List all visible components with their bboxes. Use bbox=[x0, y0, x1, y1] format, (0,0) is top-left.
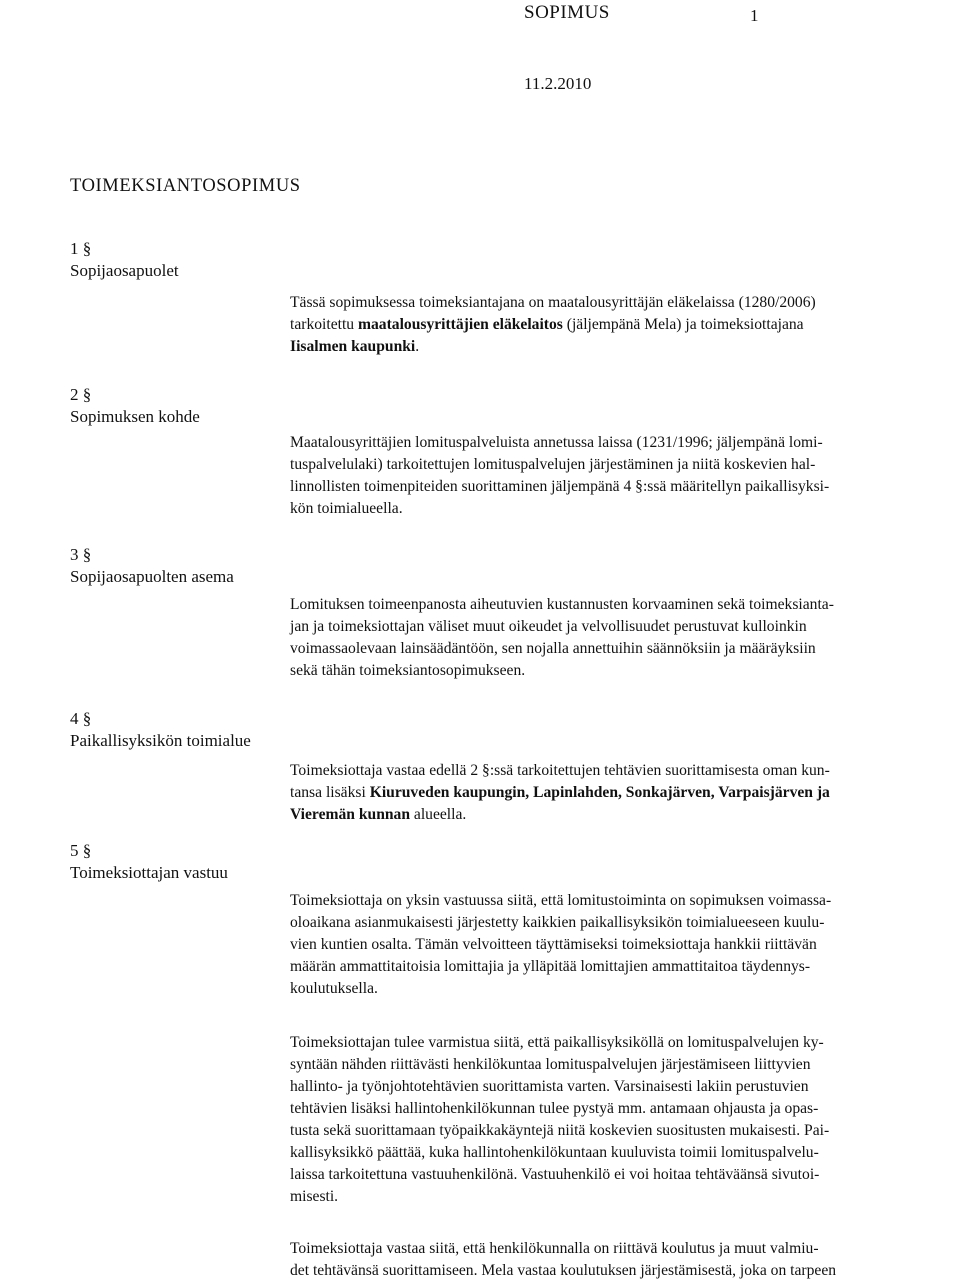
paragraph-line: misesti. bbox=[290, 1188, 339, 1205]
paragraph-line: oloaikana asianmukaisesti järjestetty kaikkien paikallisyksikön toimialueeseen kuulu- bbox=[290, 914, 825, 931]
paragraph-line: määrän ammattitaitoisia lomittajia ja ylläpitää lomittajien ammattitaitoa täydennys- bbox=[290, 958, 811, 975]
paragraph-line: linnollisten toimenpiteiden suorittaminen jäljempänä 4 §:ssä määritellyn paikallisyksi- bbox=[290, 478, 830, 495]
section-title: Sopimuksen kohde bbox=[70, 407, 200, 426]
paragraph-line bbox=[290, 782, 958, 804]
section-title: Sopijaosapuolet bbox=[70, 261, 179, 280]
section-title: Paikallisyksikön toimialue bbox=[70, 731, 251, 750]
paragraph-line: Toimeksiottaja vastaa edellä 2 §:ssä tarkoitettujen tehtävien suorittamisesta oman kun- bbox=[290, 762, 830, 779]
document-date: 11.2.2010 bbox=[524, 74, 592, 93]
paragraph-line: Toimeksiottaja on yksin vastuussa siitä, että lomitustoiminta on sopimuksen voimassa- bbox=[290, 892, 832, 909]
paragraph-line: Maatalousyrittäjien lomituspalveluista annetussa laissa (1231/1996; jäljempänä lomi- bbox=[290, 434, 823, 451]
section-2-heading bbox=[70, 384, 200, 428]
paragraph-line: tuspalvelulaki) tarkoitettujen lomituspalvelujen järjestäminen ja niitä koskevien hal- bbox=[290, 456, 816, 473]
paragraph-line: laissa tarkoitettuna vastuuhenkilönä. Vastuuhenkilö ei voi hoitaa tehtäväänsä sivutoi- bbox=[290, 1166, 820, 1183]
section-5-paragraph bbox=[290, 1238, 958, 1282]
section-number: 4 § bbox=[70, 709, 92, 728]
document-title: TOIMEKSIANTOSOPIMUS bbox=[70, 176, 301, 196]
paragraph-line bbox=[290, 314, 958, 336]
page-number: 1 bbox=[750, 6, 759, 25]
bold-text-run: Vieremän kunnan bbox=[290, 806, 411, 823]
document-label: SOPIMUS bbox=[524, 2, 610, 23]
paragraph-line: Tässä sopimuksessa toimeksiantajana on maatalousyrittäjän eläkelaissa (1280/2006) bbox=[290, 294, 816, 311]
paragraph-line: kallisyksikkö päättää, kuka hallintohenkilökuntaan kuuluvista toimii lomituspalvelu- bbox=[290, 1144, 819, 1161]
section-1-heading bbox=[70, 238, 179, 282]
section-number: 3 § bbox=[70, 545, 92, 564]
section-4-heading bbox=[70, 708, 251, 752]
text-run: alueella. bbox=[410, 806, 467, 823]
paragraph-line: tusta sekä suorittamaan työpaikkakäyntejä niitä koskevien suositusten mukaisesti. Pai- bbox=[290, 1122, 830, 1139]
paragraph-line: Toimeksiottaja vastaa siitä, että henkilökunnalla on riittävä koulutus ja muut valmiu- bbox=[290, 1240, 819, 1257]
section-5-heading bbox=[70, 840, 228, 884]
paragraph-line: vien kuntien osalta. Tämän velvoitteen täyttämiseksi toimeksiottaja hankkii riittävän bbox=[290, 936, 817, 953]
section-1-paragraph bbox=[290, 292, 958, 358]
paragraph-line bbox=[290, 336, 958, 358]
section-5-paragraph bbox=[290, 1032, 958, 1208]
section-5-paragraph bbox=[290, 890, 958, 1000]
paragraph-line: sekä tähän toimeksiantosopimukseen. bbox=[290, 662, 526, 679]
section-3-paragraph bbox=[290, 594, 958, 682]
bold-text-run: Iisalmen kaupunki bbox=[290, 338, 416, 355]
section-number: 5 § bbox=[70, 841, 92, 860]
section-number: 1 § bbox=[70, 239, 92, 258]
paragraph-line: voimassaolevaan lainsäädäntöön, sen nojalla annettuihin säännöksiin ja määräyksiin bbox=[290, 640, 816, 657]
bold-text-run: maatalousyrittäjien eläkelaitos bbox=[358, 316, 563, 333]
paragraph-line: koulutuksella. bbox=[290, 980, 378, 997]
section-2-paragraph bbox=[290, 432, 958, 520]
paragraph-line: tehtävien lisäksi hallintohenkilökunnan tulee pystyä mm. antamaan ohjausta ja opas- bbox=[290, 1100, 819, 1117]
section-title: Toimeksiottajan vastuu bbox=[70, 863, 228, 882]
section-title: Sopijaosapuolten asema bbox=[70, 567, 234, 586]
text-run: tansa lisäksi bbox=[290, 784, 370, 801]
paragraph-line: Lomituksen toimeenpanosta aiheutuvien kustannusten korvaaminen sekä toimeksianta- bbox=[290, 596, 834, 613]
paragraph-line: det tehtävänsä suorittamiseen. Mela vastaa koulutuksen järjestämisestä, joka on tarpeen bbox=[290, 1262, 837, 1279]
paragraph-line: kön toimialueella. bbox=[290, 500, 403, 517]
paragraph-line: syntään nähden riittävästi henkilökuntaa lomituspalvelujen järjestämiseen liittyvien bbox=[290, 1056, 811, 1073]
section-number: 2 § bbox=[70, 385, 92, 404]
paragraph-line: hallinto- ja työnjohtotehtävien suorittamista varten. Varsinaisesti lakiin perustuvien bbox=[290, 1078, 809, 1095]
text-run: (jäljempänä Mela) ja toimeksiottajana bbox=[562, 316, 804, 333]
section-3-heading bbox=[70, 544, 234, 588]
paragraph-line: Toimeksiottajan tulee varmistua siitä, että paikallisyksiköllä on lomituspalvelujen ky- bbox=[290, 1034, 824, 1051]
section-4-paragraph bbox=[290, 760, 958, 826]
text-run: tarkoitettu bbox=[290, 316, 358, 333]
text-run: . bbox=[415, 338, 420, 355]
paragraph-line: jan ja toimeksiottajan väliset muut oikeudet ja velvollisuudet perustuvat kulloinkin bbox=[290, 618, 807, 635]
paragraph-line bbox=[290, 804, 958, 826]
bold-text-run: Kiuruveden kaupungin, Lapinlahden, Sonkajärven, Varpaisjärven ja bbox=[369, 784, 830, 801]
